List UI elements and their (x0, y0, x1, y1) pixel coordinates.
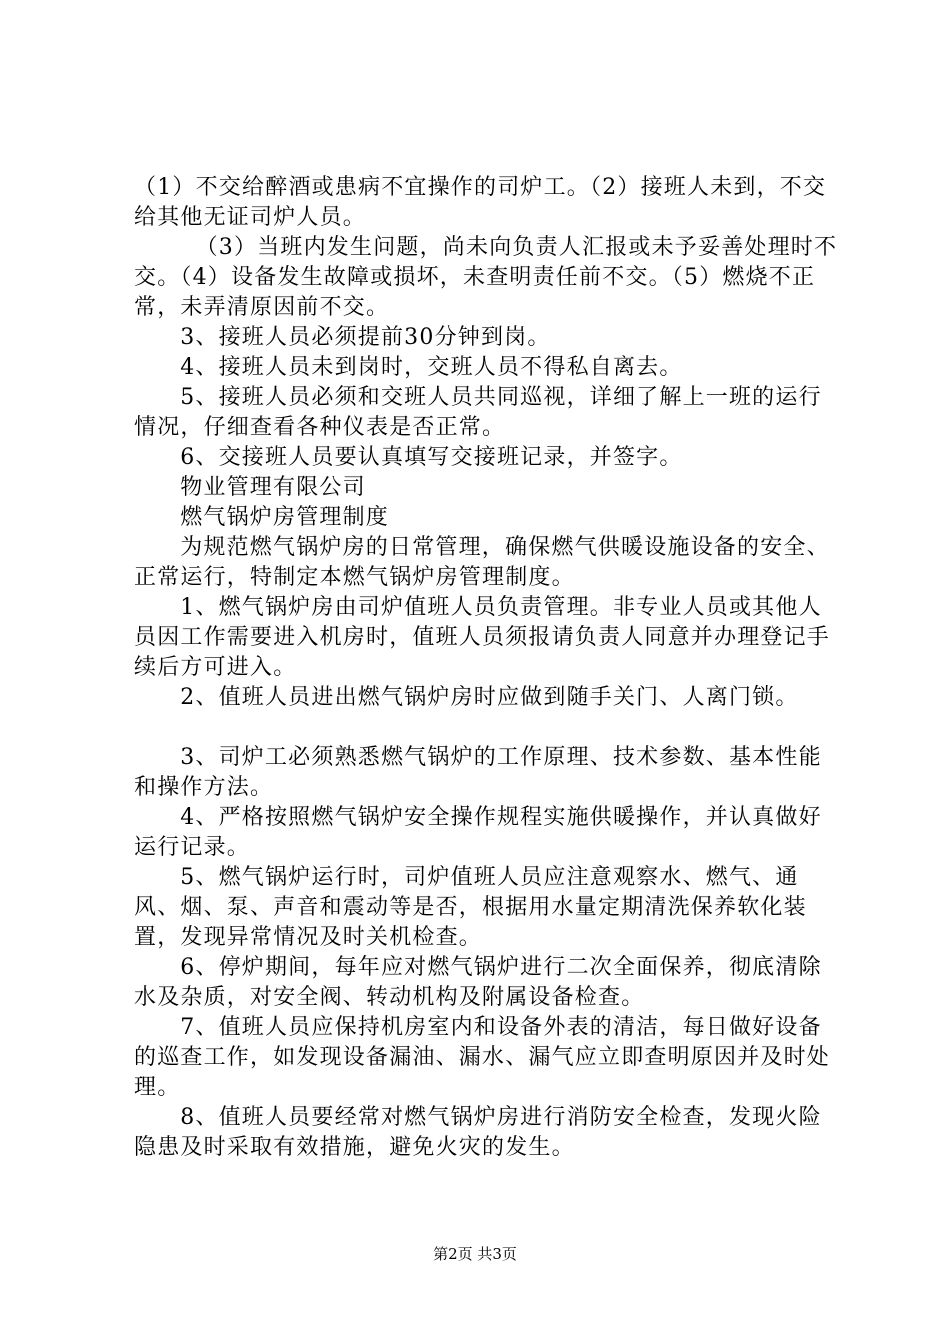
paragraph-item-4: 4、接班人员未到岗时，交班人员不得私自离去。 (180, 355, 683, 380)
paragraph-intro: 为规范燃气锅炉房的日常管理，确保燃气供暖设施设备的安全、正常运行，特制定本燃气锅炉房管理制度。 (134, 535, 830, 590)
paragraph-rule-6: 6、停炉期间，每年应对燃气锅炉进行二次全面保养，彻底清除水及杂质，对安全阀、转动机构及附属设备检查。 (134, 955, 822, 1010)
paragraph-rule-3: 3、司炉工必须熟悉燃气锅炉的工作原理、技术参数、基本性能和操作方法。 (134, 745, 822, 800)
paragraph-item-3: 3、接班人员必须提前30分钟到岗。 (180, 325, 551, 350)
paragraph-item-6: 6、交接班人员要认真填写交接班记录，并签字。 (180, 445, 683, 470)
paragraph-rule-2: 2、值班人员进出燃气锅炉房时应做到随手关门、人离门锁。 (180, 685, 799, 710)
paragraph-rule-1: 1、燃气锅炉房由司炉值班人员负责管理。非专业人员或其他人员因工作需要进入机房时，值班人员须报请负责人同意并办理登记手续后方可进入。 (134, 595, 831, 680)
paragraph-rule-7: 7、值班人员应保持机房室内和设备外表的清洁，每日做好设备的巡查工作，如发现设备漏油、漏水、漏气应立即查明原因并及时处理。 (134, 1015, 831, 1100)
document-body (134, 173, 844, 1163)
page-footer: 第2页 共3页 (433, 1245, 517, 1263)
paragraph-rule-4: 4、严格按照燃气锅炉安全操作规程实施供暖操作，并认真做好运行记录。 (134, 805, 822, 860)
paragraph-item-5: 5、接班人员必须和交班人员共同巡视，详细了解上一班的运行情况，仔细查看各种仪表是否正常。 (134, 385, 822, 440)
company-name: 物业管理有限公司 (180, 475, 366, 500)
blank-line (134, 713, 844, 743)
paragraph-rule-8: 8、值班人员要经常对燃气锅炉房进行消防安全检查，发现火险隐患及时采取有效措施，避免火灾的发生。 (134, 1105, 822, 1160)
paragraph-handover-rules-1: （1）不交给醉酒或患病不宜操作的司炉工。（2）接班人未到，不交给其他无证司炉人员。 (134, 175, 827, 230)
section-title: 燃气锅炉房管理制度 (180, 505, 389, 530)
paragraph-rule-5: 5、燃气锅炉运行时，司炉值班人员应注意观察水、燃气、通风、烟、泵、声音和震动等是否，根据用水量定期清洗保养软化装置，发现异常情况及时关机检查。 (134, 865, 807, 950)
paragraph-handover-rules-2: （3）当班内发生问题，尚未向负责人汇报或未予妥善处理时不交。（4）设备发生故障或损坏，未查明责任前不交。（5）燃烧不正常，未弄清原因前不交。 (134, 235, 838, 320)
